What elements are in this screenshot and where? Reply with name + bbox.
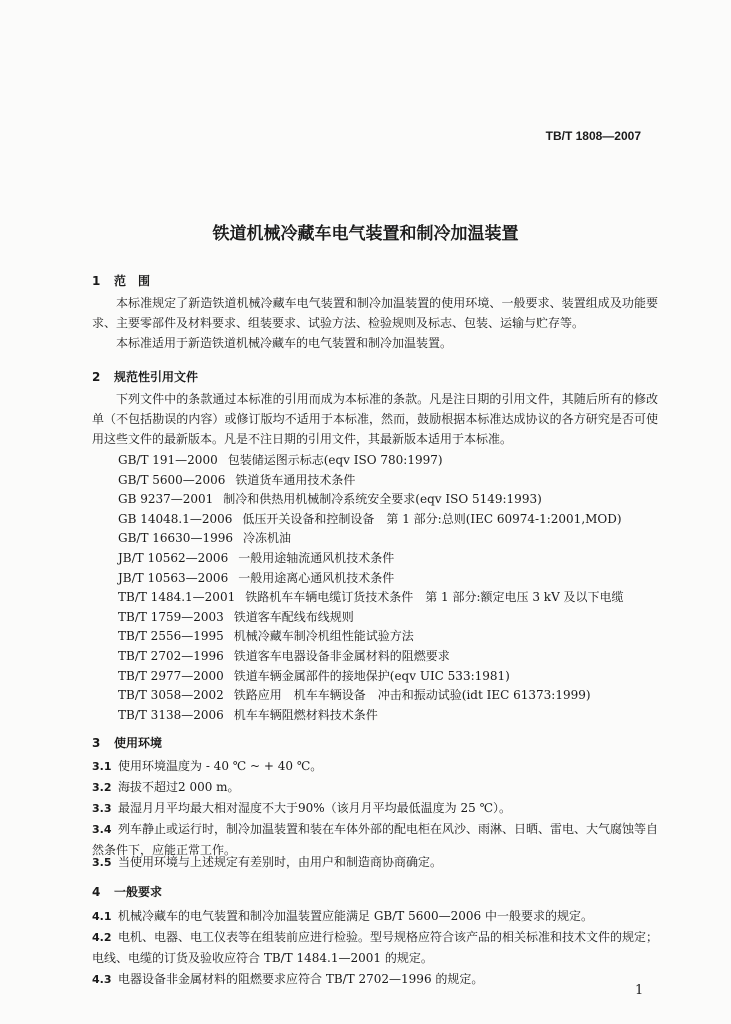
- reference-title: 铁路机车车辆电缆订货技术条件 第 1 部分:额定电压 3 kV 及以下电缆: [245, 590, 624, 605]
- section-title: 一般要求: [114, 885, 163, 899]
- reference-item: [118, 451, 624, 471]
- reference-code: GB/T 16630—1996: [118, 531, 233, 546]
- standard-code: TB/T 1808—2007: [545, 129, 641, 143]
- reference-item: [118, 510, 624, 530]
- reference-code: TB/T 3058—2002: [118, 688, 224, 703]
- reference-code: TB/T 2977—2000: [118, 668, 224, 683]
- reference-item: [118, 706, 624, 726]
- clause: [92, 852, 658, 873]
- clause-text: 最湿月月平均最大相对湿度不大于90%（该月月平均最低温度为 25 ℃）。: [118, 801, 511, 815]
- section-1-heading: [92, 272, 150, 289]
- reference-item: [118, 647, 624, 667]
- section-title: 范 围: [114, 274, 151, 288]
- clause-text: 列车静止或运行时，制冷加温装置和装在车体外部的配电柜在风沙、雨淋、日晒、雷电、大气腐蚀等自然条件下，应能正常工作。: [92, 822, 659, 857]
- reference-title: 一般用途离心通风机技术条件: [238, 570, 395, 585]
- reference-code: GB/T 5600—2006: [118, 472, 226, 487]
- clause-number: 3.5: [92, 856, 112, 869]
- reference-list: [118, 451, 624, 725]
- paragraph: 本标准规定了新造铁道机械冷藏车电气装置和制冷加温装置的使用环境、一般要求、装置组成及功能要求、主要零部件及材料要求、组装要求、试验方法、检验规则及标志、包装、运输与贮存等。: [92, 296, 658, 330]
- reference-title: 铁道车辆金属部件的接地保护(eqv UIC 533:1981): [233, 668, 510, 683]
- reference-item: [118, 490, 624, 510]
- paragraph: 下列文件中的条款通过本标准的引用而成为本标准的条款。凡是注日期的引用文件，其随后所有的修改单（不包括勘误的内容）或修订版均不适用于本标准，然而，鼓励根据本标准达成协议的各方研究是否可使用这些文件的最新版本。凡是不注日期的引用文件，其最新版本适用于本标准。: [92, 392, 658, 446]
- clause-number: 3.3: [92, 802, 112, 815]
- reference-code: JB/T 10562—2006: [118, 550, 229, 565]
- reference-item: [118, 569, 624, 589]
- reference-code: TB/T 1759—2003: [118, 609, 224, 624]
- reference-code: TB/T 1484.1—2001: [118, 590, 236, 605]
- reference-title: 铁路应用 机车车辆设备 冲击和振动试验(idt IEC 61373:1999): [233, 688, 591, 703]
- clause-number: 3.4: [92, 823, 112, 836]
- reference-item: [118, 627, 624, 647]
- reference-title: 铁道客车电器设备非金属材料的阻燃要求: [233, 648, 450, 663]
- section-4-heading: [92, 883, 162, 900]
- reference-item: [118, 588, 624, 608]
- clause-text: 海拔不超过2 000 m。: [118, 780, 240, 794]
- page-number: 1: [635, 983, 644, 998]
- section-number: 3: [92, 736, 101, 750]
- reference-title: 机械冷藏车制冷机组性能试验方法: [233, 629, 414, 644]
- section-3-heading: [92, 734, 162, 751]
- clause-number: 4.3: [92, 973, 112, 986]
- reference-item: [118, 549, 624, 569]
- reference-title: 机车车辆阻燃材料技术条件: [233, 707, 378, 722]
- reference-code: GB 14048.1—2006: [118, 511, 233, 526]
- clause: [92, 777, 658, 798]
- paragraph: 本标准适用于新造铁道机械冷藏车的电气装置和制冷加温装置。: [116, 336, 453, 350]
- section-2-heading: [92, 368, 198, 385]
- section-number: 2: [92, 370, 101, 384]
- reference-item: [118, 529, 624, 549]
- reference-title: 制冷和供热用机械制冷系统安全要求(eqv ISO 5149:1993): [223, 492, 542, 507]
- clause: [92, 798, 658, 819]
- clause-text: 电机、电器、电工仪表等在组装前应进行检验。型号规格应符合该产品的相关标准和技术文件的规定；电线、电缆的订货及验收应符合 TB/T 1484.1—2001 的规定。: [92, 930, 659, 965]
- reference-item: [118, 667, 624, 687]
- reference-code: GB/T 191—2000: [118, 453, 218, 467]
- section-number: 1: [92, 274, 101, 288]
- reference-title: 铁道货车通用技术条件: [235, 472, 356, 487]
- clause: [92, 969, 658, 990]
- reference-title: 冷冻机油: [242, 531, 291, 546]
- reference-item: [118, 471, 624, 491]
- clause-text: 当使用环境与上述规定有差别时，由用户和制造商协商确定。: [118, 855, 443, 869]
- reference-code: GB 9237—2001: [118, 492, 214, 507]
- clause-text: 机械冷藏车的电气装置和制冷加温装置应能满足 GB/T 5600—2006 中一般要求的规定。: [118, 909, 593, 923]
- clause: [92, 927, 658, 968]
- clause-number: 3.2: [92, 781, 112, 794]
- clause-number: 4.2: [92, 931, 112, 944]
- section-title: 规范性引用文件: [114, 370, 199, 384]
- reference-title: 铁道客车配线布线规则: [233, 609, 354, 624]
- reference-title: 一般用途轴流通风机技术条件: [238, 550, 395, 565]
- reference-code: JB/T 10563—2006: [118, 570, 229, 585]
- document-title: 铁道机械冷藏车电气装置和制冷加温装置: [212, 224, 519, 244]
- reference-item: [118, 686, 624, 706]
- reference-title: 低压开关设备和控制设备 第 1 部分:总则(IEC 60974-1:2001,MOD): [242, 511, 622, 526]
- clause: [92, 906, 658, 927]
- clause-number: 4.1: [92, 910, 112, 923]
- reference-code: TB/T 3138—2006: [118, 707, 224, 722]
- clause: [92, 756, 658, 777]
- section-title: 使用环境: [114, 736, 163, 750]
- section-number: 4: [92, 885, 101, 899]
- clause-text: 使用环境温度为 - 40 ℃ ~ + 40 ℃。: [118, 759, 323, 773]
- reference-code: TB/T 2702—1996: [118, 648, 224, 663]
- clause-text: 电器设备非金属材料的阻燃要求应符合 TB/T 2702—1996 的规定。: [118, 972, 484, 986]
- clause-number: 3.1: [92, 760, 112, 773]
- reference-code: TB/T 2556—1995: [118, 629, 224, 644]
- reference-title: 包装储运图示标志(eqv ISO 780:1997): [227, 453, 443, 467]
- reference-item: [118, 608, 624, 628]
